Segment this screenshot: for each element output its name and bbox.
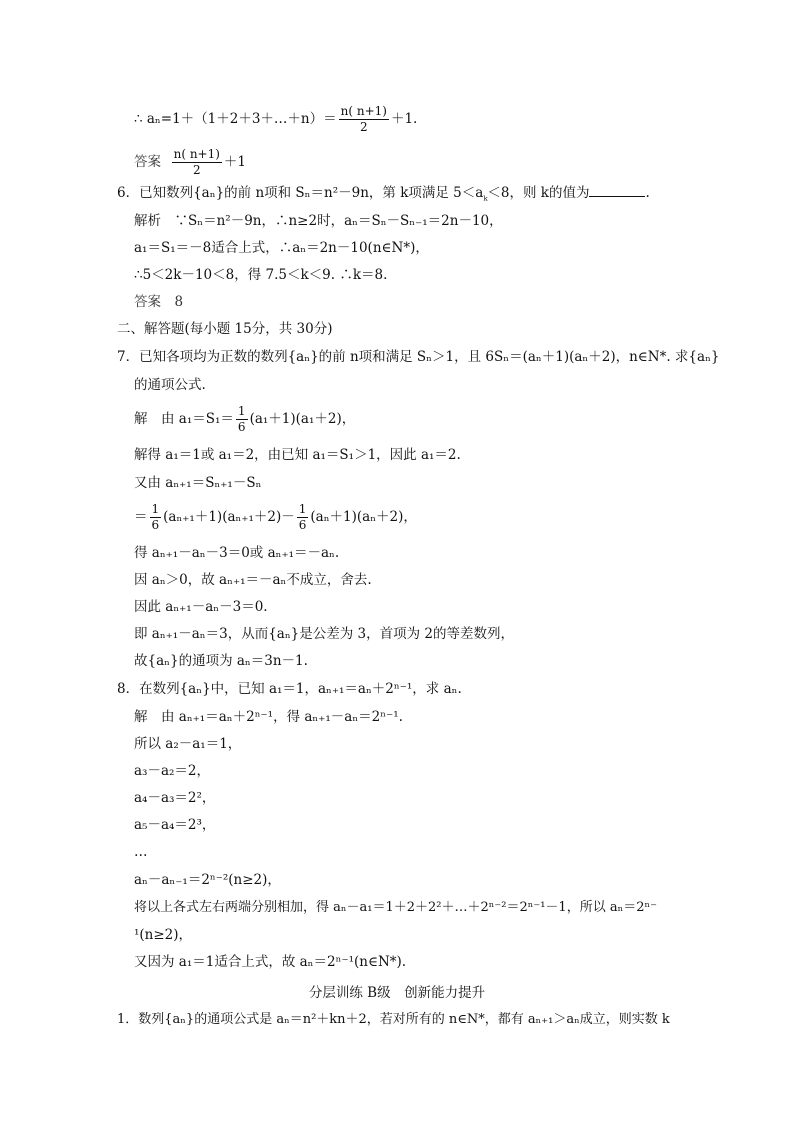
solution-line: 解得 a₁＝1或 a₁＝2，由已知 a₁＝S₁＞1，因此 a₁＝2.	[134, 447, 461, 463]
solution-line: 即 aₙ₊₁－aₙ＝3，从而{aₙ}是公差为 3，首项为 2的等差数列，	[134, 626, 515, 642]
question-7: 7．已知各项均为正数的数列{aₙ}的前 n项和满足 Sₙ＞1，且 6Sₙ＝(aₙ＋1)(aₙ＋2)，n∈N*. 求{aₙ}	[117, 349, 720, 365]
section-title: 分层训练 B级 创新能力提升	[308, 985, 486, 1001]
solution-line: 因 aₙ＞0，故 aₙ₊₁＝－aₙ不成立，舍去.	[134, 572, 372, 588]
solution-line: a₄－a₃＝2²，	[134, 790, 216, 806]
answer-line: 答案 $\frac{n( n+1)}{2}$ ＋1	[134, 147, 247, 177]
solution-line: 又因为 a₁＝1适合上式，故 aₙ＝2ⁿ⁻¹(n∈N*).	[134, 954, 407, 970]
derivation-text: ∴ aₙ=1＋（1＋2＋3＋…＋n）＝	[134, 111, 337, 127]
solution-line: 又由 aₙ₊₁＝Sₙ₊₁－Sₙ	[134, 475, 262, 491]
answer-line: 答案 8	[134, 294, 184, 310]
answer-label: 答案	[134, 154, 161, 170]
solution-line: aₙ－aₙ₋₁＝2ⁿ⁻²(n≥2)，	[134, 872, 281, 888]
solution-line: 得 aₙ₊₁－aₙ－3＝0或 aₙ₊₁＝－aₙ.	[134, 545, 340, 561]
solution-line: 因此 aₙ₊₁－aₙ－3＝0.	[134, 599, 268, 615]
solution-line: a₃－a₂＝2，	[134, 763, 211, 779]
solution-line: a₅－a₄＝2³，	[134, 817, 216, 833]
question-7-cont: 的通项公式.	[134, 377, 206, 393]
solution-line: 将以上各式左右两端分别相加，得 aₙ－a₁＝1＋2＋2²＋…＋2ⁿ⁻²＝2ⁿ⁻¹－1，所以 aₙ＝2ⁿ⁻	[134, 900, 657, 915]
answer-blank	[589, 184, 645, 197]
question-b1: 1．数列{aₙ}的通项公式是 aₙ＝n²＋kn＋2，若对所有的 n∈N*，都有 aₙ₊₁＞aₙ成立，则实数 k	[117, 1012, 670, 1027]
fraction: $\frac{1}{6}$	[151, 502, 160, 532]
solution-line: 所以 a₂－a₁＝1，	[134, 736, 242, 752]
fraction: $\frac{1}{6}$	[298, 502, 307, 532]
fraction: $\frac{1}{6}$	[237, 404, 246, 434]
solution-line: ＝ $\frac{1}{6}$ (aₙ₊₁＋1)(aₙ₊₁＋2)－ $\frac{1}{6}$ (aₙ＋1)(aₙ＋2)，	[134, 502, 417, 532]
solution-line: 解析 ∵Sₙ＝n²－9n，∴n≥2时，aₙ＝Sₙ－Sₙ₋₁＝2n－10，	[134, 213, 503, 229]
solution-line: 解 由 a₁＝S₁＝ $\frac{1}{6}$ (a₁＋1)(a₁＋2)，	[134, 404, 356, 434]
fraction: $\frac{n( n+1)}{2}$	[340, 104, 387, 134]
question-6: 6．已知数列{aₙ}的前 n项和 Sₙ＝n²－9n，第 k项满足 $5<a_{_k}<8$，则 k的值为 .	[117, 185, 650, 204]
derivation-line: ∴ aₙ=1＋（1＋2＋3＋…＋n）＝ $\frac{n( n+1)}{2}$ ＋1.	[134, 104, 418, 134]
solution-line: ∴5＜2k－10＜8，得 7.5＜k＜9. ∴k＝8.	[134, 267, 388, 283]
fraction: $\frac{n( n+1)}{2}$	[173, 147, 220, 177]
solution-line: a₁＝S₁＝－8适合上式，∴aₙ＝2n－10(n∈N*)，	[134, 240, 429, 256]
solution-line: ¹(n≥2)，	[134, 927, 193, 943]
solution-line: 解 由 aₙ₊₁＝aₙ＋2ⁿ⁻¹，得 aₙ₊₁－aₙ＝2ⁿ⁻¹.	[134, 709, 403, 725]
question-8: 8．在数列{aₙ}中，已知 a₁＝1，aₙ₊₁＝aₙ＋2ⁿ⁻¹，求 aₙ.	[117, 681, 462, 697]
section-heading: 二、解答题(每小题 15分，共 30分)	[117, 321, 333, 337]
solution-line: …	[134, 844, 148, 860]
solution-line: 故{aₙ}的通项为 aₙ＝3n－1.	[134, 653, 308, 669]
